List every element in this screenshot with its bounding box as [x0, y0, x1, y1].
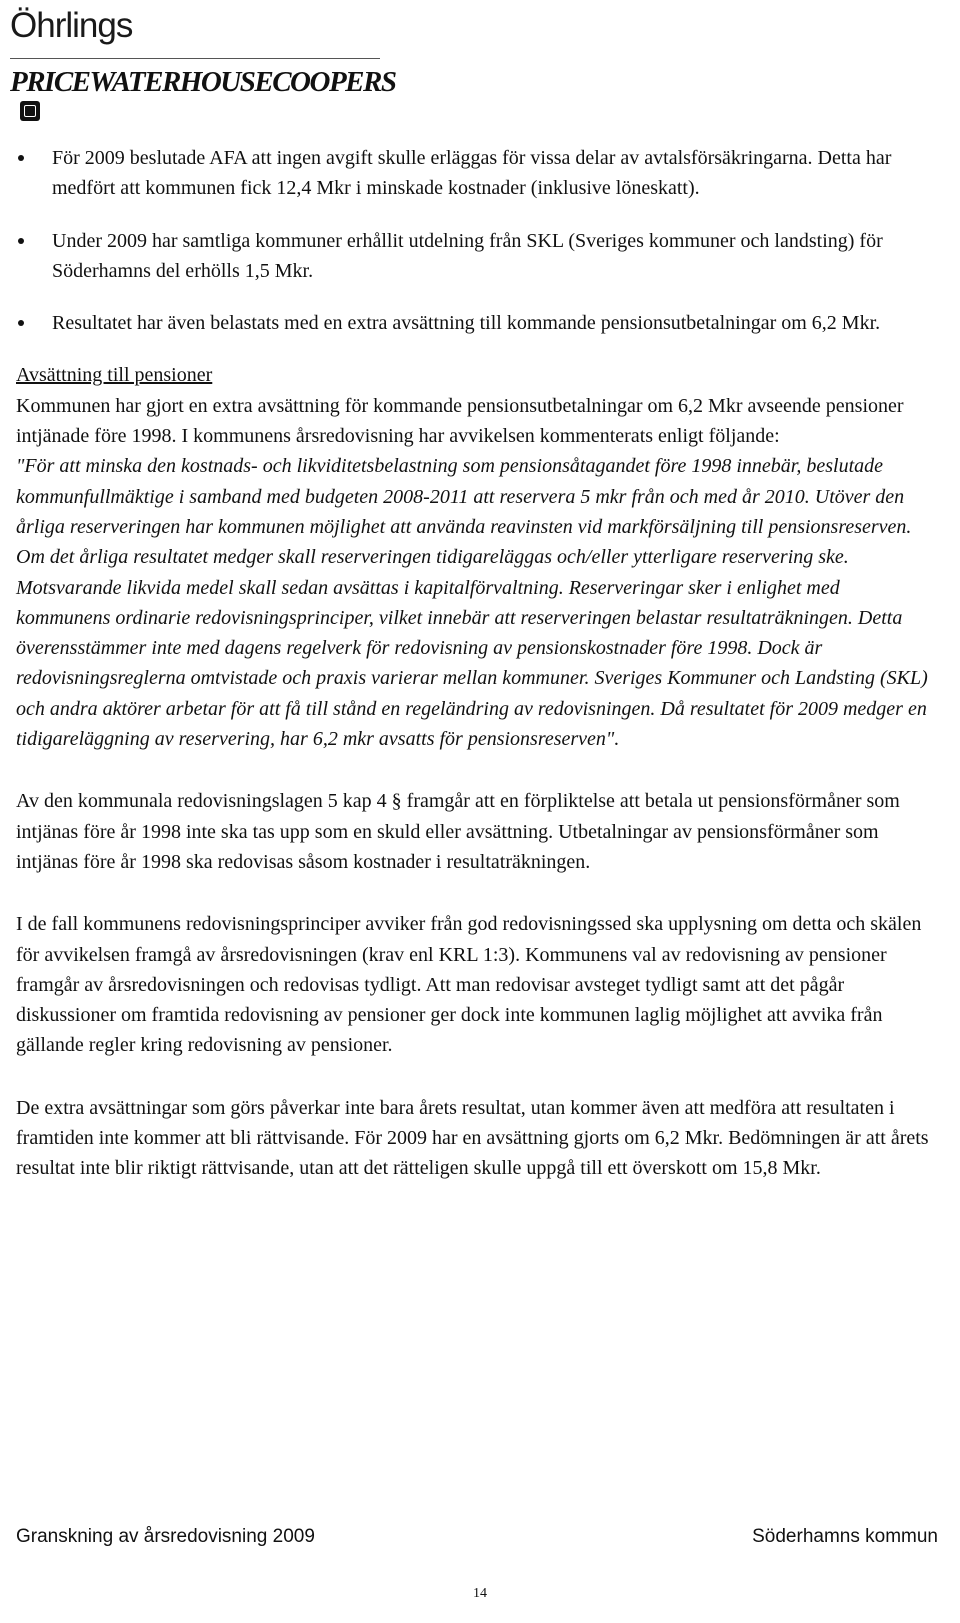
brand-logo-pricewaterhousecoopers: PRICEWATERHOUSECOOPERS [10, 66, 396, 98]
bullet-item: För 2009 beslutade AFA att ingen avgift skulle erläggas för vissa delar av avtalsförsäkringarna. Detta har medfört att kommunen fick 12,4 Mkr i minskade kostnader (inklusive löneskatt). [16, 143, 938, 204]
page-number: 14 [473, 1586, 487, 1601]
brand-name-ohrlings: Öhrlings [10, 6, 133, 45]
section-intro: Kommunen har gjort en extra avsättning för kommande pensionsutbetalningar om 6,2 Mkr avseende pensioner intjänade före 1998. I kommunens årsredovisning har avvikelsen kommenterats enligt följande: [16, 394, 904, 448]
footer-report-title: Granskning av årsredovisning 2009 [16, 1526, 315, 1547]
footer-municipality: Söderhamns kommun [752, 1526, 938, 1547]
section-heading: Avsättning till pensioner [16, 364, 213, 387]
bullet-item: Under 2009 har samtliga kommuner erhållit utdelning från SKL (Sveriges kommuner och landsting) för Söderhamns del erhölls 1,5 Mkr. [16, 226, 938, 287]
letterhead [10, 6, 396, 119]
paragraph-legal-basis: Av den kommunala redovisningslagen 5 kap 4 § framgår att en förpliktelse att betala ut pensionsförmåner som intjänas före år 1998 inte ska tas upp som en skuld eller avsättning. Utbetalningar av pensionsförmåner som intjänas före år 1998 ska redovisas såsom kostnader i resultaträkningen. [16, 790, 900, 873]
bullet-item: Resultatet har även belastats med en extra avsättning till kommande pensionsutbetalningar om 6,2 Mkr. [16, 308, 938, 338]
brand-seal-icon [20, 101, 40, 121]
paragraph-deviation: I de fall kommunens redovisningsprinciper avviker från god redovisningssed ska upplysning om detta och skälen för avvikelsen framgå av årsredovisningen (krav enl KRL 1:3). Kommunens val av redovisning av pensioner framgår av årsredovisningen och redovisas tydligt. Att man redovisar avsteget tydligt samt att det pågår diskussioner om framtida redovisning av pensioner ger dock inte kommunen laglig möjlighet att avvika från gällande regler kring redovisning av pensioner. [16, 913, 922, 1057]
brand-divider [10, 58, 380, 59]
quoted-annual-report-text: "För att minska den kostnads- och likviditetsbelastning som pensionsåtagandet före 1998 innebär, beslutade kommunfullmäktige i samband med budgeten 2008-2011 att reservera 5 mkr från och med år 2010. Utöver den årliga reserveringen har kommunen möjlighet att använda reavinsten vid markförsäljning till pensionsreserven. Om det årliga resultatet medger skall reserveringen tidigareläggas och/eller ytterligare reservering ske. Motsvarande likvida medel skall sedan avsättas i kapitalförvaltning. Reserveringar sker i enlighet med kommunens ordinarie redovisningsprinciper, vilket innebär att reserveringen belastar resultaträkningen. Detta överensstämmer inte med dagens regelverk för redovisning av pensionskostnader före 1998. Dock är redovisningsreglerna omtvistade och praxis varierar mellan kommuner. Sveriges Kommuner och Landsting (SKL) och andra aktörer arbetar för att få till stånd en regeländring av redovisningen. Då resultatet för 2009 medger en tidigareläggning av reservering, har 6,2 mkr avsatts för pensionsreserven". [16, 455, 928, 751]
paragraph-assessment: De extra avsättningar som görs påverkar inte bara årets resultat, utan kommer även att medföra att resultaten i framtiden inte kommer att bli rättvisande. För 2009 har en avsättning gjorts om 6,2 Mkr. Bedömningen är att årets resultat inte blir riktigt rättvisande, utan att det rätteligen skulle uppgå till ett överskott om 15,8 Mkr. [16, 1096, 929, 1180]
document-body [16, 143, 938, 1184]
bullet-list [16, 143, 938, 338]
